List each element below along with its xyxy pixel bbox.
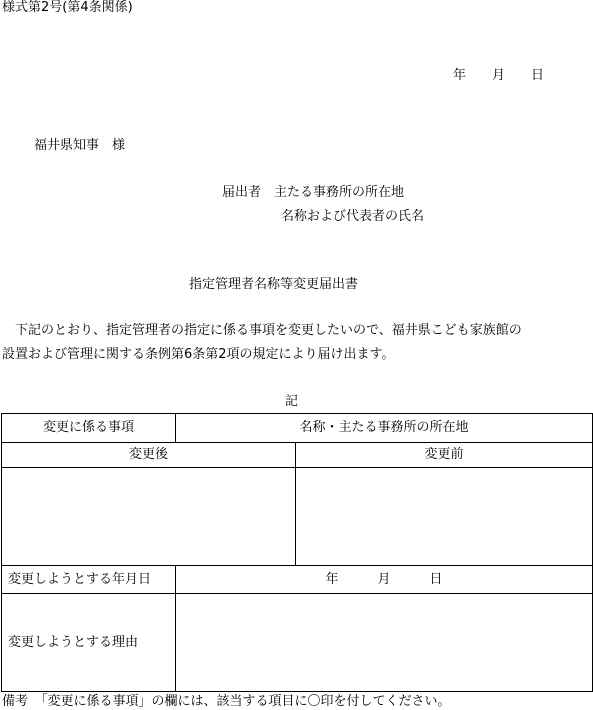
change-item-label: 変更に係る事項 [42,420,134,435]
change-date-value: 年 月 日 [325,571,443,587]
notifier-name: 名称および代表者の氏名 [281,209,425,224]
before-change-header-text: 変更前 [424,447,464,462]
notifier-address: 届出者 主たる事務所の所在地 [222,185,405,200]
after-change-header-text: 変更後 [128,447,168,462]
body-text-line-1: 下記のとおり、指定管理者の指定に係る事項を変更したいので、福井県こども家族館の [15,323,522,338]
ki-heading: 記 [285,394,299,409]
change-reason-label: 変更しようとする理由 [8,634,139,650]
change-item-value-cell[interactable] [176,414,593,443]
change-date-label: 変更しようとする年月日 [8,571,152,587]
addressee: 福井県知事 様 [34,138,126,153]
body-text-line-2: 設置および管理に関する条例第6条第2項の規定により届け出ます。 [2,347,395,362]
change-item-label-cell [2,414,176,443]
date-line: 年 月 日 [453,68,545,83]
change-reason-label-cell [2,594,176,692]
after-change-field[interactable] [2,468,296,566]
after-change-header [2,443,296,468]
change-date-label-cell [2,566,176,594]
change-date-field[interactable] [176,566,593,594]
before-change-header [296,443,593,468]
change-item-value: 名称・主たる事務所の所在地 [299,420,469,435]
form-number: 様式第2号(第4条関係) [2,0,133,15]
change-details-table [1,413,593,692]
before-change-field[interactable] [296,468,593,566]
document-title: 指定管理者名称等変更届出書 [189,277,359,292]
remarks-note: 備考 「変更に係る事項」の欄には、該当する項目に〇印を付してください。 [2,694,451,709]
change-reason-field[interactable] [176,594,593,692]
